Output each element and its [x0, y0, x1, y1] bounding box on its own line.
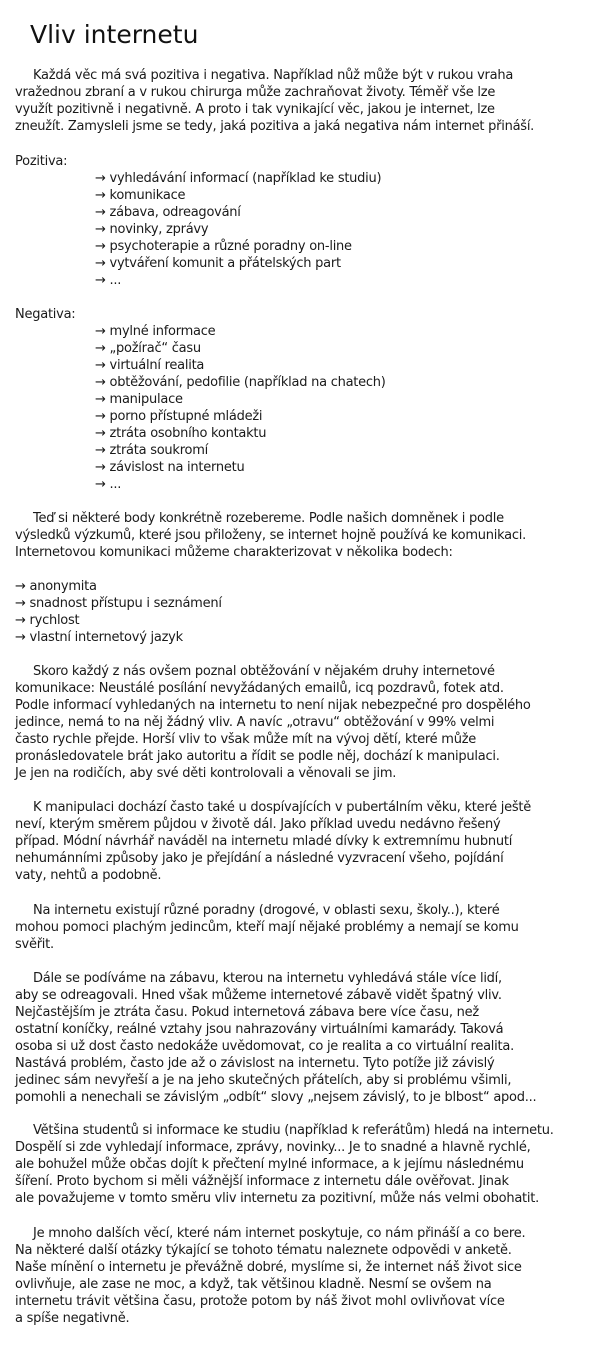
paragraph-line: neví, kterým směrem půjdou v životě dál. Jako příklad uvedu nedávno řešený — [15, 817, 501, 832]
list-item: → komunikace — [95, 188, 186, 203]
list-item: → vlastní internetový jazyk — [15, 630, 183, 645]
paragraph-line: zneužít. Zamysleli jsme se tedy, jaká pozitiva a jaká negativa nám internet přináší. — [15, 119, 535, 134]
paragraph-line: pronásledovatele brát jako autoritu a řídit se podle něj, dochází k manipulaci. — [15, 749, 500, 764]
paragraph-line: Nejčastějším je ztráta času. Pokud internetová zábava bere více času, než — [15, 1005, 479, 1020]
paragraph-line: ovlivňuje, ale zase ne moc, a když, tak většinou kladně. Nesmí se ovšem na — [15, 1277, 492, 1292]
negatives-list — [95, 323, 386, 493]
list-item: → ztráta soukromí — [95, 443, 208, 458]
list-item: → závislost na internetu — [95, 460, 245, 475]
intro-paragraph — [15, 67, 590, 135]
list-item: → vytváření komunit a přátelských part — [95, 256, 341, 271]
paragraph-line: Naše mínění o internetu je převážně dobré, myslíme si, že internet náš život sice — [15, 1260, 522, 1275]
paragraph-line: pomohli a nenechali se závislým „odbít“ slovy „nejsem závislý, to je blbost“ apod... — [15, 1090, 537, 1105]
paragraph-line: Internetovou komunikaci můžeme charakterizovat v několika bodech: — [15, 545, 453, 560]
paragraph-line: mohou pomoci plachým jedincům, kteří mají nějaké problémy a nemají se komu — [15, 920, 519, 935]
list-item: → psychoterapie a různé poradny on-line — [95, 239, 352, 254]
paragraph-line: nehumánními způsoby jako je přejídání a následné vyzvracení všeho, pojídání — [15, 851, 504, 866]
list-item: → ztráta osobního kontaktu — [95, 426, 267, 441]
paragraph-line: a spíše negativně. — [15, 1311, 130, 1326]
positives-label: Pozitiva: — [15, 154, 68, 169]
paragraph-line: často rychle přejde. Horší vliv to však může mít na vývoj dětí, které může — [15, 732, 477, 747]
manipulation-paragraph — [15, 799, 590, 884]
paragraph-line: ale považujeme v tomto směru vliv internetu za pozitivní, může nás velmi obohatit. — [15, 1191, 539, 1206]
list-item: → vyhledávání informací (například ke studiu) — [95, 171, 382, 186]
list-item: → snadnost přístupu i seznámení — [15, 596, 222, 611]
paragraph-line: K manipulaci dochází často také u dospívajících v pubertálním věku, které ještě — [33, 800, 532, 815]
paragraph-line: šíření. Proto bychom si měli vážnější informace z internetu dále ověřovat. Jinak — [15, 1174, 509, 1189]
list-item: → mylné informace — [95, 324, 216, 339]
paragraph-line: jedinec sám nevyřeší a je na jeho skutečných přátelích, aby si problému všimli, — [15, 1073, 512, 1088]
paragraph-line: Je jen na rodičích, aby své děti kontrolovali a věnovali se jim. — [15, 766, 397, 781]
list-item: → manipulace — [95, 392, 183, 407]
list-item: → ... — [95, 273, 122, 288]
paragraph-line: svěřit. — [15, 937, 54, 952]
list-item: → anonymita — [15, 579, 97, 594]
paragraph-line: Skoro každý z nás ovšem poznal obtěžování v nějakém druhy internetové — [33, 664, 495, 679]
list-item: → obtěžování, pedofilie (například na chatech) — [95, 375, 386, 390]
paragraph-line: Na internetu existují různé poradny (drogové, v oblasti sexu, školy..), které — [33, 903, 500, 918]
paragraph-line: aby se odreagovali. Hned však můžeme internetové zábavě vidět špatný vliv. — [15, 988, 502, 1003]
paragraph-line: komunikace: Neustálé posílání nevyžádaných emailů, icq pozdravů, fotek atd. — [15, 681, 504, 696]
positives-list — [95, 170, 381, 289]
paragraph-line: vaty, nehtů a podobně. — [15, 868, 162, 883]
paragraph-line: využít pozitivně i negativně. A proto i tak vynikající věc, jakou je internet, lze — [15, 102, 495, 117]
paragraph-line: Dospělí si zde vyhledají informace, zprávy, novinky... Je to snadné a hlavně rychlé, — [15, 1140, 531, 1155]
list-item: → zábava, odreagování — [95, 205, 241, 220]
list-item: → porno přístupné mládeži — [95, 409, 263, 424]
study-paragraph — [15, 1122, 590, 1207]
list-item: → novinky, zprávy — [95, 222, 209, 237]
paragraph-line: Je mnoho dalších věcí, které nám internet poskytuje, co nám přináší a co bere. — [33, 1226, 526, 1241]
paragraph-line: Teď si některé body konkrétně rozebereme. Podle našich domněnek i podle — [33, 511, 504, 526]
harassment-paragraph — [15, 663, 590, 782]
paragraph-line: Podle informací vyhledaných na internetu to není nijak nebezpečné pro dospělého — [15, 698, 531, 713]
paragraph-line: jedince, nemá to na něj žádný vliv. A navíc „otravu“ obtěžování v 99% velmi — [15, 715, 495, 730]
paragraph-line: vražednou zbraní a v rukou chirurga může zachraňovat životy. Téměř vše lze — [15, 85, 496, 100]
list-item: → virtuální realita — [95, 358, 205, 373]
counseling-paragraph — [15, 902, 590, 953]
paragraph-line: Na některé další otázky týkající se tohoto tématu naleznete odpovědi v anketě. — [15, 1243, 512, 1258]
paragraph-line: Dále se podíváme na zábavu, kterou na internetu vyhledává stále více lidí, — [33, 971, 502, 986]
paragraph-line: internetu trávit většina času, protože potom by náš život mohl ovlivňovat více — [15, 1294, 505, 1309]
page-title: Vliv internetu — [30, 20, 199, 49]
paragraph-line: Většina studentů si informace ke studiu (například k referátům) hledá na internetu. — [33, 1123, 554, 1138]
paragraph-line: ostatní koníčky, reálné vztahy jsou nahrazovány virtuálními kamarády. Taková — [15, 1022, 504, 1037]
entertainment-paragraph — [15, 970, 590, 1106]
paragraph-line: Každá věc má svá pozitiva i negativa. Například nůž může být v rukou vraha — [33, 68, 514, 83]
communication-list — [15, 578, 222, 646]
paragraph-line: osoba si už dost často nedokáže uvědomovat, co je realita a co virtuální realita. — [15, 1039, 514, 1054]
paragraph-line: výsledků výzkumů, které jsou přiloženy, se internet hojně používá ke komunikaci. — [15, 528, 526, 543]
negatives-label: Negativa: — [15, 307, 76, 322]
paragraph-line: ale bohužel může občas dojít k přečtení mylné informace, a k jejímu následnému — [15, 1157, 524, 1172]
list-item: → rychlost — [15, 613, 80, 628]
list-item: → „požírač“ času — [95, 341, 201, 356]
paragraph-line: Nastává problém, často jde až o závislost na internetu. Tyto potíže již závislý — [15, 1056, 495, 1071]
list-item: → ... — [95, 477, 122, 492]
paragraph-line: případ. Módní návrhář naváděl na internetu mladé dívky k extremnímu hubnutí — [15, 834, 513, 849]
conclusion-paragraph — [15, 1225, 590, 1327]
analysis-paragraph — [15, 510, 590, 561]
